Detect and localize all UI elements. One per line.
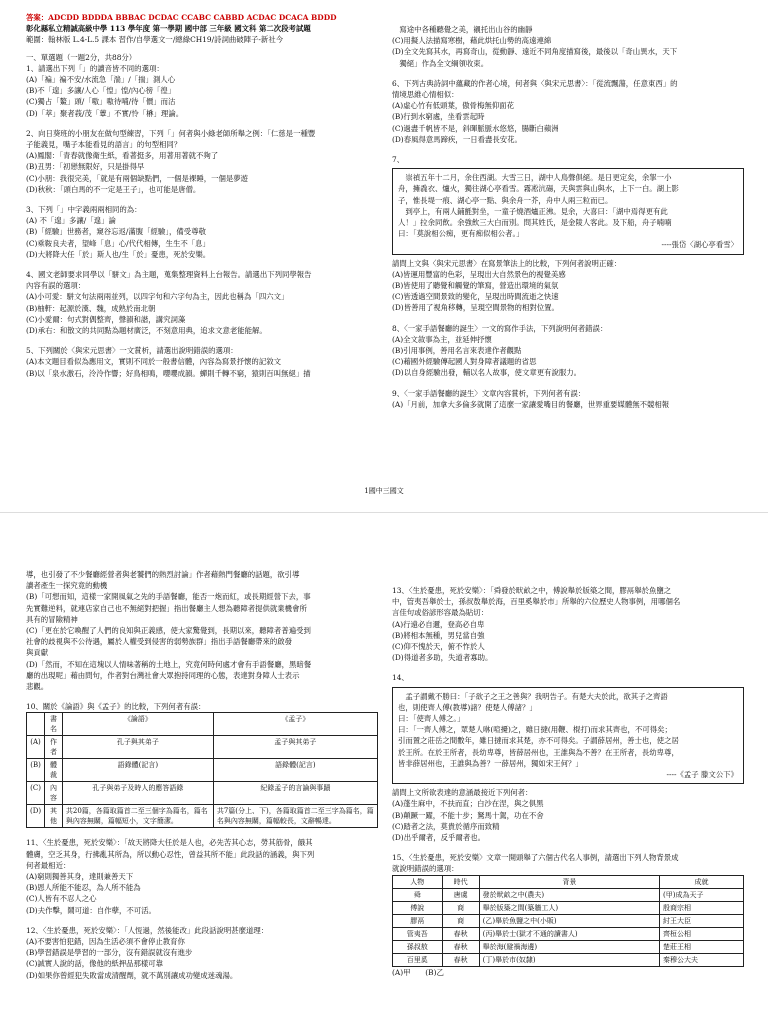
question-5: 5、下列關於〈與宋元思書〉一文賞析，請選出說明錯誤的選項： (A)本文題目看似為應用文，實則不同於一般書信體，內容為寫景抒懷的記敘文 (B)以「泉水激石，泠泠作響；好鳥相鳴，嚶嚶成韻。蟬則千轉不窮，猿則百叫無絕」描 [26, 346, 311, 378]
exam-page-2 [0, 512, 768, 1025]
question-11: 11、〈生於憂患，死於安樂〉：「故天將降大任於是人也，必先苦其心志，勞其筋骨，餓其 體膚，空乏其身，行拂亂其所為，所以動心忍性，曾益其所不能」此段話的涵義，與下列 何者最相近： (A)窮則獨善其身，達則兼善天下 (B)恩人所能不能忍，為人所不能為 (C)人皆有不忍人之心 (D)夫作擊，鬧可道：自作孽，不可活。 [26, 838, 315, 915]
question-13: 13、〈生於憂患，死於安樂〉：「舜發於畎畝之中，傅說舉於版築之間，膠鬲舉於魚鹽之 中，管夷吾舉於士，孫叔敖舉於海，百里奚舉於市」所舉的六位歷史人物事例，用哪個名 言佳句或俗諺形容最為貼切： (A)行遠必自邇，登高必自卑 (B)將相本無種，男兒當自強 (C)仰不愧於天，俯不怍於人 (D)得道者多助，失道者寡助。 [392, 586, 681, 663]
question-15: 15、〈生於憂患，死於安樂〉文章一開頭舉了六個古代名人事例，請選出下列人物背景成 就說明錯誤的選項： 人物 時代 背景 成就 舜 唐虞 發於畎畝之中(農夫) (甲)成為天子 傅說 商 舉於版築之間(築牆工人) 殷商宗相 膠鬲 商 (乙)舉於魚鹽之中(小販) 紂王大臣 管夷吾 春秋 (丙)舉於士(獄才不通的讀書人) 齊桓公相 孫叔敖 春秋 舉於海(避禍海邊) 楚莊王相 百里奚 春秋 (丁)舉於市(奴隸) 秦穆公大夫 (A)甲 (B)乙 [392, 852, 744, 978]
table-row: (D) 其他 共20篇，各篇取篇首二至三個字為篇名，篇名與內容無關，篇幅短小，文字簡潔。 共7篇(分上、下)，各篇取篇首二至三字為篇名，篇名與內容無關，篇幅較長，文辭暢達。 [27, 805, 378, 828]
section-title: 一、單選題（一題2分，共88分） [26, 52, 137, 62]
exam-header-line1: 彰化縣私立精誠高級中學 113 學年度 第一學期 國中部 三年級 國文科 第二次段考試題 [26, 24, 311, 34]
question-5-continued: 寫途中各種聽覺之美，襯托出山谷的幽靜 (C)用擬人法描寫寒樹，藉此烘托山勢的高遠連綿 (D)全文先寫其水，再寫奇山，從動靜、遠近不同角度描寫後，最後以「奇山異水，天下 獨絕」作為全文綱領收束。 [392, 25, 678, 68]
exam-page-1 [0, 0, 768, 512]
table-row: (B) 體裁 語錄體(記言) 語錄體(記言) [27, 759, 378, 782]
passage-source: ----張岱〈湖心亭看雪〉 [661, 240, 738, 250]
passage-source: ----《孟子 滕文公下》 [666, 770, 738, 780]
page2-left-column [26, 569, 378, 981]
answer-key: 答案：ADCDD BDDDA BBBAC DCDAC CCABC CABBD ACDAC DCACA BDDD [26, 13, 337, 22]
question-9: 9、〈一家手語餐廳的誕生〉文章內容賞析，下列何者有誤： (A)「月前，加拿大多倫多就開了這麼一家讓愛嘴目的餐廳，世界重要媒體無不競相報 [392, 388, 670, 409]
q15-options: (A)甲 (B)乙 [392, 967, 444, 977]
question-1: 1、請選出下列「」的讀音皆不同的選項： (A)「褊」褊不安/水流急「湍」/「揣」測人心 (B)不「遑」多讓/人心「惶」惶/內心徬「徨」 (C)獨占「鰲」頭/「嗷」嗷待哺/待「價」而沽 (D)「萃」聚者莪/茂「蕈」不實/怜「楙」理論。 [26, 63, 184, 118]
table-row: 管夷吾 春秋 (丙)舉於士(獄才不通的讀書人) 齊桓公相 [393, 927, 744, 940]
comparison-table-q10: 書名 《論語》 《孟子》 (A) 作者 孔子與其弟子 孟子與其弟子 (B) 體裁 語錄體(記言) 語錄體(記言) (C) 內容 孔子與弟子及時人的應答語錄 紀錄孟子的言論與事蹟 (D) 其他 共20篇，各篇取篇首二至三個字為篇名，篇名與內容無關，篇幅短小，文字簡潔。 共7篇(分上、下)，各篇取篇首二至三字為篇名，篇名與內容無關，篇幅較長，文辭暢達。 [26, 712, 378, 828]
table-row: 舜 唐虞 發於畎畝之中(農夫) (甲)成為天子 [393, 888, 744, 901]
question-2: 2、向日葵班的小朋友在做句型練習，下列「」何者與小綠老師所舉之例：「仁慈是一種豐 子能義見，嘴子本能看見的語言」的句型相同？ (A)鳳閣：「青春就像衛生紙，看著挺多，用著用著就不夠了 (B)丑男：「初戀無限好，只是掛得早 (C)小朋：我很完美，「就是有兩個缺點們，一個是裸睡，一個是夢遊 (D)秋秋：「頭白馬的不一定是王子」，也可能是唐僧。 [26, 128, 316, 194]
passage-box-q14: 孟子謂戴不勝曰：「子欲子之王之善與？我明告子。有楚大夫於此，欲其子之齊語 也，則使齊人傅(教導)諸？使楚人傅諸？」 曰：「使齊人傅之。」 曰：「一齊人傅之，眾楚人咻(喧擾)之，雖日撻(用鞭、棍打)而求其齊也，不可得矣； 引而置之莊岳之間數年，雖日撻而求其楚，亦不可得矣。子謂薛居州，善士也，使之居 於王所。在於王所者，長幼卑尊，皆薛居州也，王誰與為不善？在王所者，長幼卑尊， 皆非薛居州也，王誰與為善？一薛居州，獨如宋王何？」 ----《孟子 滕文公下》 [392, 687, 744, 785]
page2-right-column [392, 585, 744, 978]
question-7: 7、 崇禎五年十二月，余住西湖。大雪三日，湖中人鳥聲俱絕。是日更定矣，余挐一小 舟，擁毳衣、爐火，獨往湖心亭看雪。霧凇沆碭，天與雲與山與水，上下一白。湖上影 子，惟長堤一痕、湖心亭一點、與余舟一芥，舟中人兩三粒而已。 到亭上，有兩人鋪氈對坐，一童子燒酒爐正沸。見余，大喜曰：「湖中焉得更有此 人！」拉余同飲。余強飲三大白而別。問其姓氏，是金陵人客此。及下船，舟子喃喃 曰：「莫說相公痴，更有痴似相公者。」 ----張岱〈湖心亭看雪〉 請問上文與〈與宋元思書〉在寫景筆法上的比較，下列何者說明正確： (A)皆運用豐富的色彩，呈現出大自然景色的視覺美感 (B)皆使用了聽覺和觸覺的筆寫，營造出環境的氣氛 (C)皆透過空間景致的變化，呈現出時間流逝之快速 (D)皆善用了視角移轉，呈現空間景物的相對位置。 [392, 154, 744, 314]
passage-box-q7: 崇禎五年十二月，余住西湖。大雪三日，湖中人鳥聲俱絕。是日更定矣，余挐一小 舟，擁毳衣、爐火，獨往湖心亭看雪。霧凇沆碭，天與雲與山與水，上下一白。湖上影 子，惟長堤一痕、湖心亭一點、與余舟一芥，舟中人兩三粒而已。 到亭上，有兩人鋪氈對坐，一童子燒酒爐正沸。見余，大喜曰：「湖中焉得更有此 人！」拉余同飲。余強飲三大白而別。問其姓氏，是金陵人客此。及下船，舟子喃喃 曰：「莫說相公痴，更有痴似相公者。」 ----張岱〈湖心亭看雪〉 [392, 168, 744, 254]
question-9-continued: 導，也引發了不少餐廳經營者與老饕們的熱烈討論」作者藉熱門餐廳的話題，欲引導 讀者產生一探究竟的動機 (B)「可想而知，這樣一家開風氣之先的手語餐廳，能否一炮而紅，或長期經營下去，事 先實難逆料，就連店家自己也不無絕對把握」指出餐廳主人想為聽障者提供就業機會所 具有的冒險精神 (C)「更在於它喚醒了人們的良知與正義感，使大家驚覺到，長期以來，聽障者普遍受到 社會的歧視與不公待遇，屬於人權受到侵害的弱勢族群」指出手語餐廳帶來的啟發 與貢獻 (D)「然而，不知在這塊以人情味著稱的土地上，究竟何時何處才會有手語餐廳，黑暗餐 廳的出現呢」藉由問句，作者對台灣社會大眾抱持同理的心態，表達對身障人士表示 悲觀。 [26, 570, 312, 692]
table-row: (A) 作者 孔子與其弟子 孟子與其弟子 [27, 736, 378, 759]
table-row: 傅說 商 舉於版築之間(築牆工人) 殷商宗相 [393, 901, 744, 914]
page-footer: 1國中三國文 [364, 487, 404, 495]
table-row: 孫叔敖 春秋 舉於海(避禍海邊) 楚莊王相 [393, 940, 744, 953]
table-row: (C) 內容 孔子與弟子及時人的應答語錄 紀錄孟子的言論與事蹟 [27, 782, 378, 805]
question-8: 8、〈一家手語餐廳的誕生〉一文的寫作手法，下列說明何者錯誤： (A)全文敘事為主，並延伸抒懷 (B)引用事例，善用名言來表達作者觀點 (C)藉國外經驗傳起國人對身障者議題的省思 (D)以自身經驗出發，輔以名人故事，使文章更有說服力。 [392, 323, 608, 378]
page1-left-column [26, 12, 378, 379]
question-10: 10、關於《論語》與《孟子》的比較，下列何者有誤： 書名 《論語》 《孟子》 (A) 作者 孔子與其弟子 孟子與其弟子 (B) 體裁 語錄體(記言) 語錄體(記言) (C) 內容 孔子與弟子及時人的應答語錄 紀錄孟子的言論與事蹟 (D) 其他 共20篇，各篇取篇首二至三個字為篇名，篇名與內容無關，篇幅短小，文字簡潔。 共7篇(分上、下)，各篇取篇首二至三字為篇名，篇名與內容無關，篇幅較長，文辭暢達。 [26, 701, 378, 828]
question-6: 6、下列古典詩詞中蘊藏的作者心境，何者與〈與宋元思書〉：「從流飄蕩，任意東西」的 情境思維心情相似： (A)虛心竹有低頭葉，傲骨梅無仰面花 (B)行到水窮處，坐看雲起時 (C)過盡千帆皆不是，斜暉脈脈水悠悠，腸斷白蘋洲 (D)春風得意馬蹄疾，一日看盡長安花。 [392, 78, 678, 144]
table-row: 膠鬲 商 (乙)舉於魚鹽之中(小販) 紂王大臣 [393, 914, 744, 927]
table-row: 百里奚 春秋 (丁)舉於市(奴隸) 秦穆公大夫 [393, 953, 744, 966]
people-table-q15: 人物 時代 背景 成就 舜 唐虞 發於畎畝之中(農夫) (甲)成為天子 傅說 商 舉於版築之間(築牆工人) 殷商宗相 膠鬲 商 (乙)舉於魚鹽之中(小販) 紂王大臣 管夷吾 春秋 (丙)舉於士(獄才不通的讀書人) 齊桓公相 孫叔敖 春秋 舉於海(避禍海邊) 楚莊王相 百里奚 春秋 (丁)舉於市(奴隸) 秦穆公大夫 [392, 875, 744, 967]
question-12: 12、〈生於憂患，死於安樂〉：「人恆過，然後能改」此段話說明甚麼道理： (A)不要害怕犯錯，因為生活必須不會停止教育你 (B)學習錯誤是學習的一部分，沒有錯誤就沒有進步 (C)誠實人說的話，像他的紙押品那樣可靠 (D)如果你曾經犯失敗當成清醒劑，就不萬別讓成功變成迷魂湯。 [26, 925, 269, 980]
question-3: 3、下列「」中字義兩兩相同的為： (A) 不「遑」多讓/「遑」論 (B)「經驗」世務者，窺谷忘返/滿腹「經驗」，備受尊敬 (C)乘鞍良夫者，望峰「息」心/代代相傳，生生不「息」 (D)大將降大任「於」斯人也/生「於」憂患，死於安樂。 [26, 205, 211, 259]
page1-right-column [392, 24, 744, 410]
exam-header-line2: 範圍：翰林版 L.4-L.5 課本 習作/自學選文一/總綠CH19/詩詞曲破陣子-新社今 [26, 35, 284, 45]
question-4: 4、國文老師要求同學以「駢文」為主題，蒐集整理資料上台報告。請選出下列同學報告 內容有誤的選項： (A)小可愛：駢文句法兩兩並列，以四字句和六字句為主，因此也稱為「四六文」 (B)柚軒：起源於漢、魏，成熟於南北朝 (C)小愛爾：句式對偶整齊，聲韻和諧，講究詞藻 (D)承右：和散文的共同點為題材廣泛，不刻意用典，追求文意老能能解。 [26, 270, 312, 336]
question-14: 14、 孟子謂戴不勝曰：「子欲子之王之善與？我明告子。有楚大夫於此，欲其子之齊語 也，則使齊人傅(教導)諸？使楚人傅諸？」 曰：「使齊人傅之。」 曰：「一齊人傅之，眾楚人咻(喧擾)之，雖日撻(用鞭、棍打)而求其齊也，不可得矣； 引而置之莊岳之間數年，雖日撻而求其楚，亦不可得矣。子謂薛居州，善士也，使之居 於王所。在於王所者，長幼卑尊，皆薛居州也，王誰與為不善？在王所者，長幼卑尊， 皆非薛居州也，王誰與為善？一薛居州，獨如宋王何？」 ----《孟子 滕文公下》 請問上文所欲表達的意涵最接近下列何者： (A)蓬生麻中，不扶而直；白沙在涅，與之俱黑 (B)顛蹶一躍，不能十步；駑馬十駕，功在不舍 (C)踏者之法，莫貴於循序而致精 (D)出乎爾者，反乎爾者也。 [392, 672, 744, 843]
